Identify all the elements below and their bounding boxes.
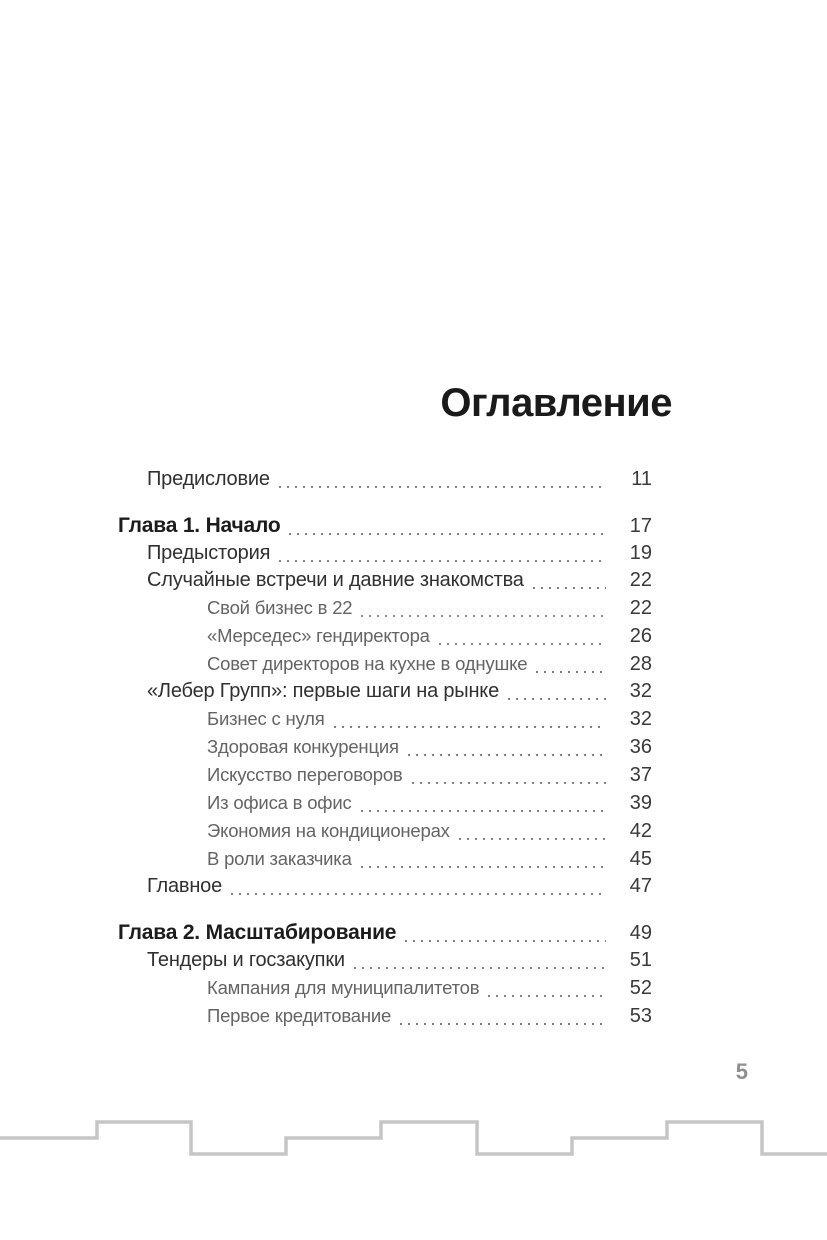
dot-leader [361,810,606,812]
toc-entry [118,678,652,705]
toc-entry-label: Кампания для муниципалитетов [207,977,480,998]
toc-entry-label: Случайные встречи и давние знакомства [147,569,524,591]
toc-entry [118,789,652,817]
dot-leader [334,726,606,728]
toc-entry-page: 28 [629,653,652,675]
toc-entry-page: 42 [629,820,652,842]
dot-leader [279,486,606,488]
toc-entry [118,919,652,947]
dot-leader [488,995,606,997]
dot-leader [533,587,606,589]
toc-entry-page: 39 [629,792,652,814]
toc-entry-page: 26 [629,625,652,647]
toc-entry-page: 53 [629,1005,652,1027]
toc-entry-label: Из офиса в офис [207,792,352,813]
toc-entry-page: 49 [629,922,652,944]
toc-entry [118,733,652,761]
toc-entry [118,512,652,540]
toc-entry-page: 45 [629,848,652,870]
toc-entry-label: Здоровая конкуренция [207,736,399,757]
toc-entry-page: 19 [629,542,652,564]
toc-entry [118,650,652,678]
toc-entry-label: «Лебер Групп»: первые шаги на рынке [147,680,499,702]
toc-entry [118,873,652,900]
toc-entry-label: Главное [147,875,223,897]
toc-entry-page: 47 [629,875,652,897]
toc-entry-label: Бизнес с нуля [207,708,325,729]
toc-entry-label: Экономия на кондиционерах [207,820,450,841]
toc-entry-label: Тендеры и госзакупки [147,949,345,971]
toc-entry [118,974,652,1002]
dot-leader [354,967,606,969]
toc-entry-page: 52 [629,977,652,999]
toc-entry-page: 22 [629,597,652,619]
toc-entry [118,761,652,789]
toc-entry-page: 22 [629,569,652,591]
toc-entry-label: Свой бизнес в 22 [207,597,353,618]
toc-entry [118,845,652,873]
dot-leader [361,615,606,617]
toc-entry-label: Глава 2. Масштабирование [118,921,397,944]
toc-entry-label: Искусство переговоров [207,764,403,785]
toc-entry-page: 17 [629,515,652,537]
dot-leader [536,671,606,673]
toc-entry-page: 11 [631,468,652,490]
toc-entry-page: 32 [629,708,652,730]
toc-entry [118,947,652,974]
toc-entry-page: 37 [629,764,652,786]
page-title: Оглавление [440,380,672,425]
toc-entry [118,622,652,650]
dot-leader [231,893,606,895]
toc-entry-label: Предыстория [147,542,271,564]
toc-entry-label: В роли заказчика [207,848,352,869]
dot-leader [439,643,606,645]
toc-entry [118,817,652,845]
dot-leader [361,866,606,868]
toc-entry-label: Глава 1. Начало [118,514,281,537]
dot-leader [405,940,606,942]
toc-entry-label: Совет директоров на кухне в однушке [207,653,528,674]
toc-entry [118,466,652,493]
toc-entry [118,594,652,622]
page-number: 5 [735,1059,748,1084]
toc-entry-page: 36 [629,736,652,758]
dot-leader [508,698,606,700]
toc-entry-page: 51 [629,949,652,971]
toc-entry [118,540,652,567]
dot-leader [408,754,606,756]
toc-entry-label: «Мерседес» гендиректора [207,625,430,646]
dot-leader [279,560,606,562]
toc-entry-page: 32 [629,680,652,702]
table-of-contents [118,466,652,1030]
dot-leader [289,533,606,535]
dot-leader [459,838,606,840]
toc-entry-label: Первое кредитование [207,1005,392,1026]
toc-entry [118,705,652,733]
toc-entry [118,567,652,594]
toc-entry-label: Предисловие [147,468,270,490]
toc-entry [118,1002,652,1030]
dot-leader [400,1023,606,1025]
dot-leader [412,782,606,784]
zigzag-decoration [0,1110,827,1170]
